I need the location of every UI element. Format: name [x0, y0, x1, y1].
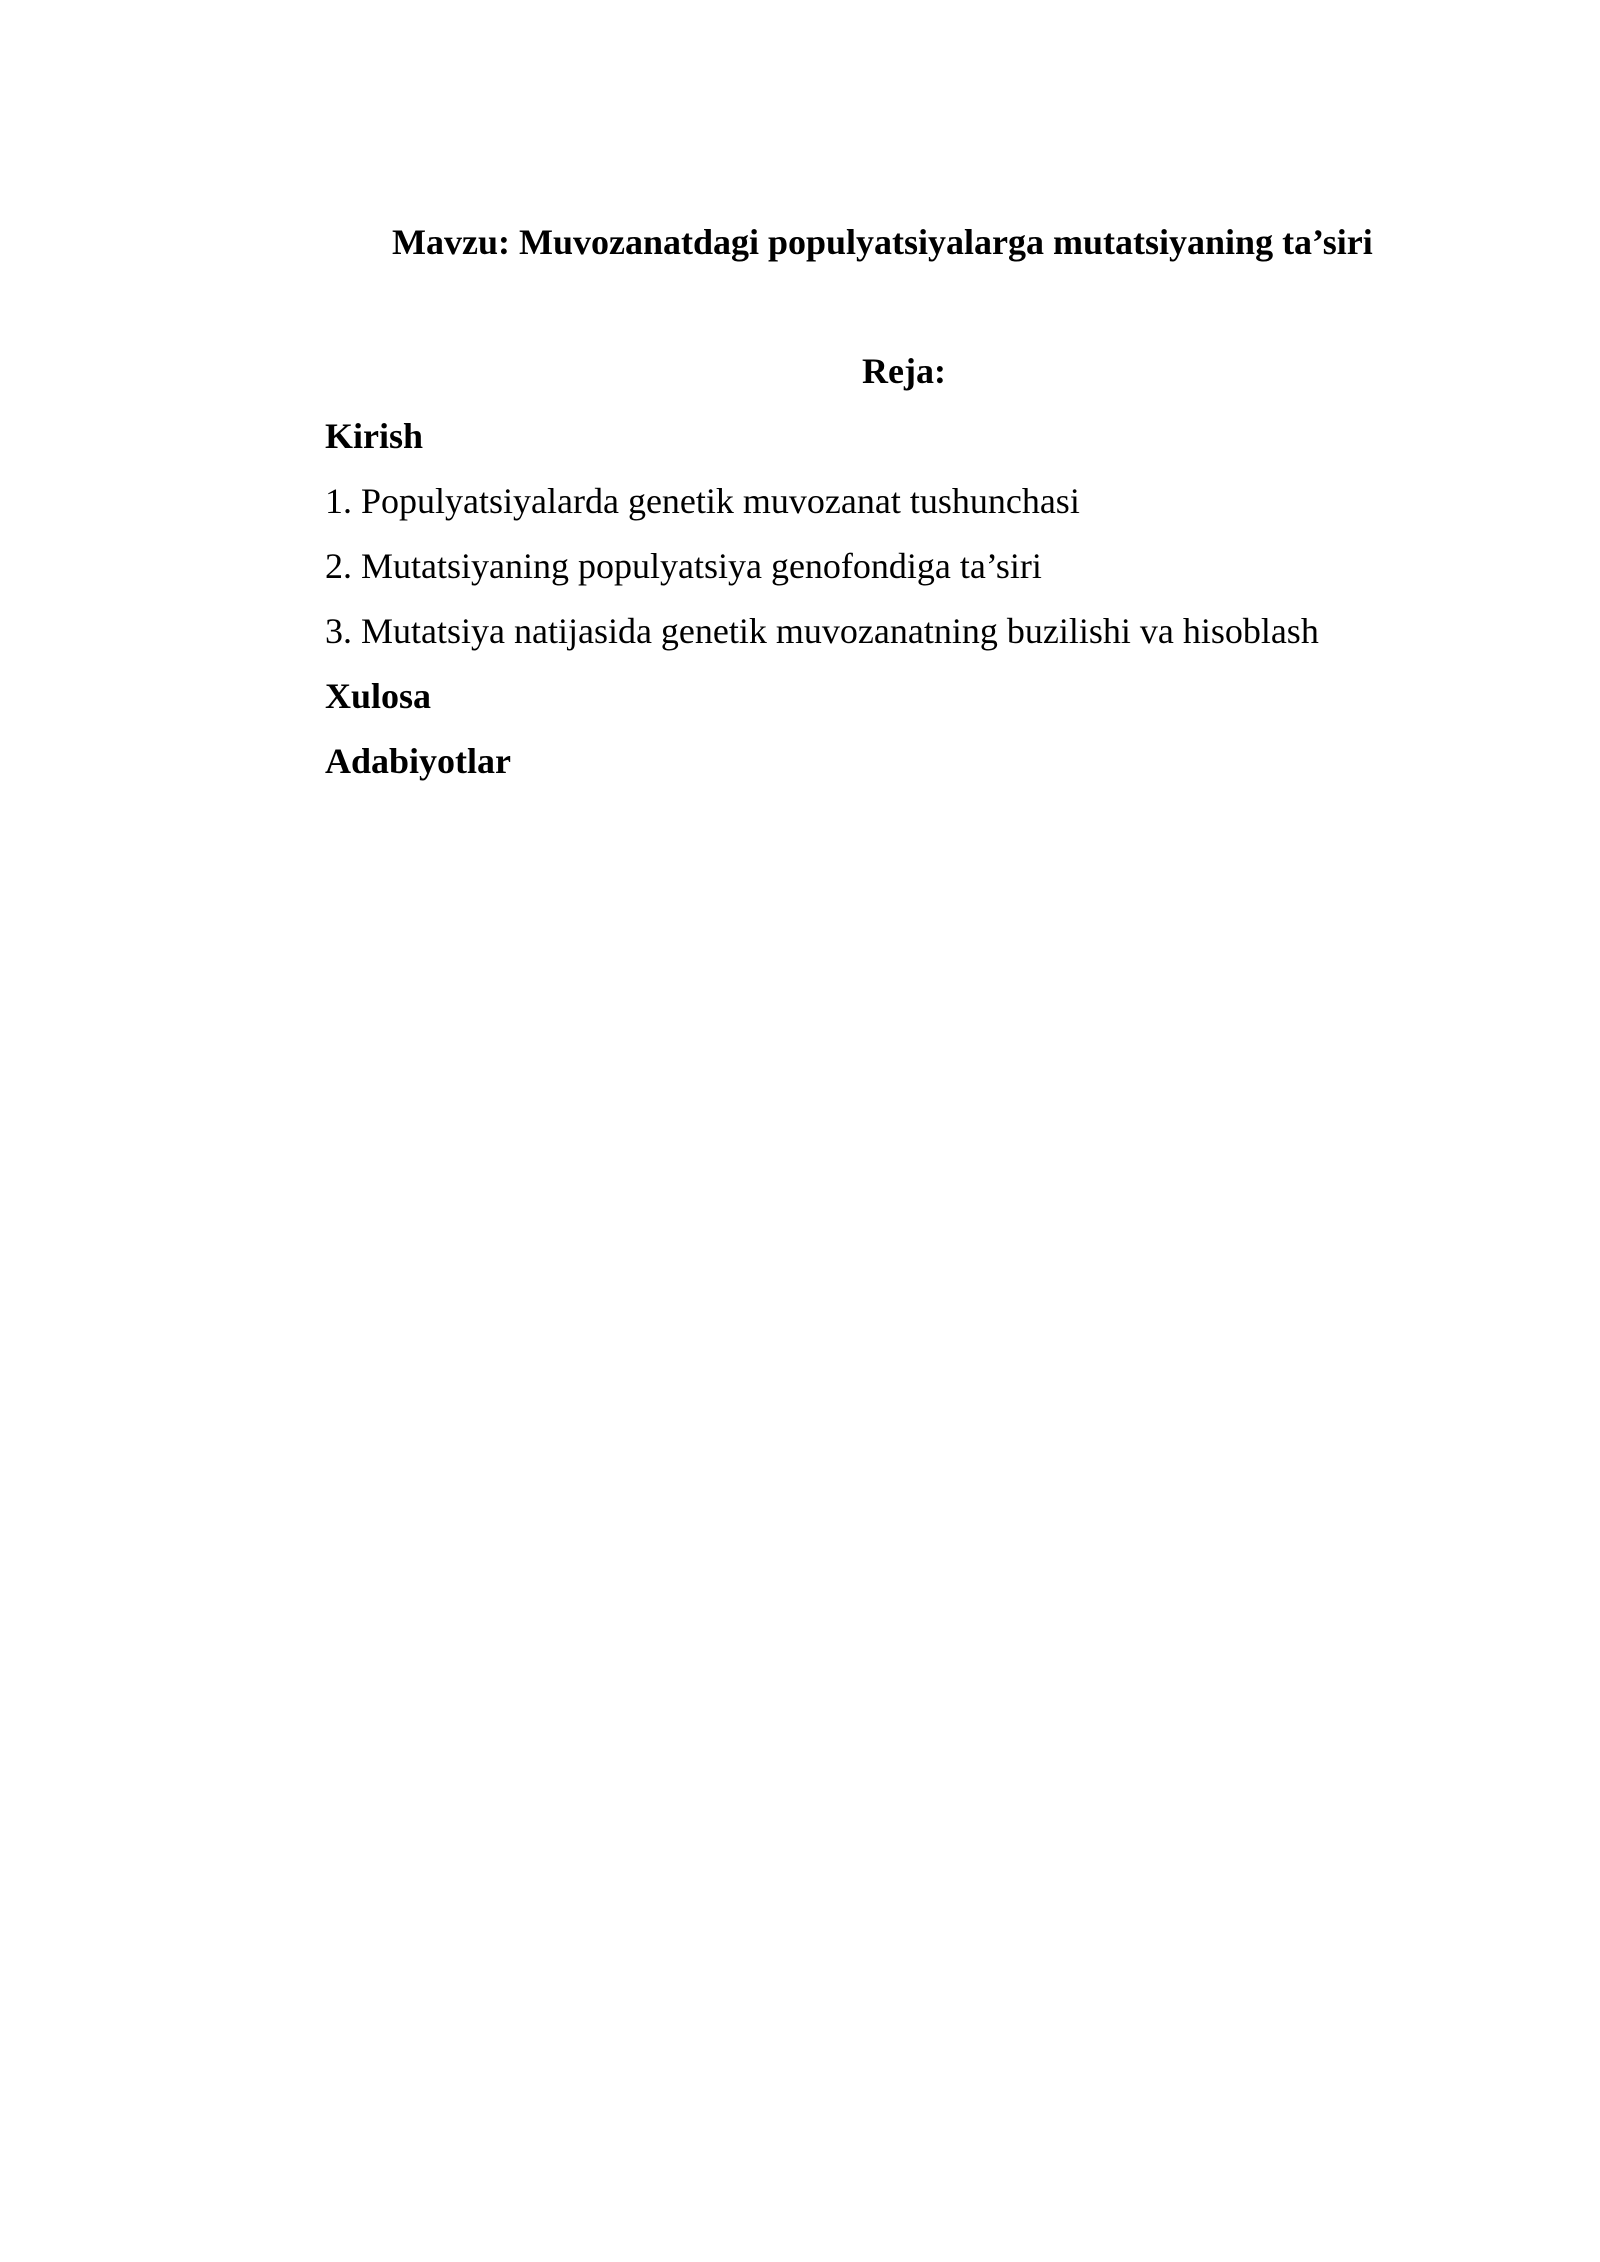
plan-item-intro: Kirish [325, 416, 424, 456]
plan-item-3: 3. Mutatsiya natijasida genetik muvozanatning buzilishi va hisoblash [325, 611, 1319, 651]
document-title: Mavzu: Muvozanatdagi populyatsiyalarga mutatsiyaning ta’siri [392, 222, 1373, 262]
plan-item-2: 2. Mutatsiyaning populyatsiya genofondiga ta’siri [325, 546, 1042, 586]
plan-heading: Reja: [862, 351, 946, 391]
plan-item-references: Adabiyotlar [325, 741, 512, 781]
plan-item-1: 1. Populyatsiyalarda genetik muvozanat tushunchasi [325, 481, 1080, 521]
plan-item-conclusion: Xulosa [325, 676, 432, 716]
plan-list [325, 412, 1319, 802]
